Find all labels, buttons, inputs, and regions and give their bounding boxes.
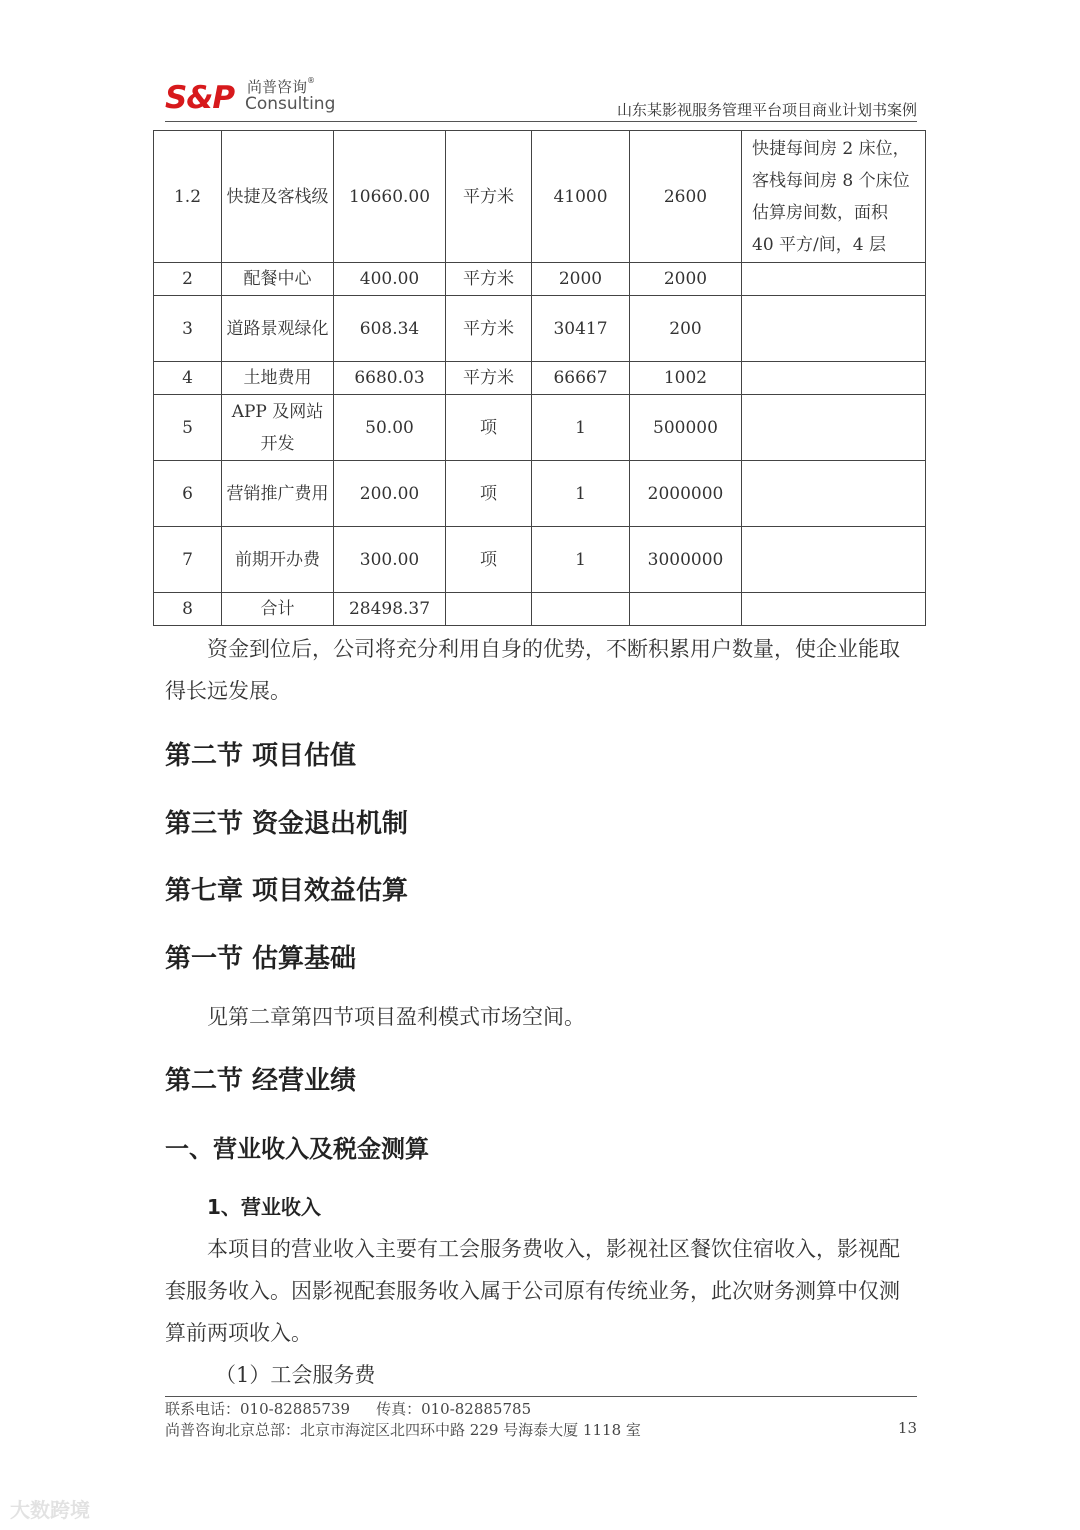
heading-chapter-7: 第七章 项目效益估算 (165, 876, 409, 906)
investment-table (153, 130, 926, 626)
heading-section-3: 第三节 资金退出机制 (165, 809, 409, 839)
table-row (154, 263, 926, 296)
table-row (154, 131, 926, 263)
table-cell-qty: 1 (532, 527, 630, 593)
table-cell-item: 道路景观绿化 (222, 296, 334, 362)
watermark: 大数跨境 (10, 1498, 90, 1522)
table-cell-unit: 项 (446, 395, 532, 461)
table-cell-note: 快捷每间房 2 床位，客栈每间房 8 个床位估算房间数，面积 40 平方/间，4 层 (742, 131, 926, 263)
table-cell-price: 2000000 (630, 461, 742, 527)
document-title: 山东某影视服务管理平台项目商业计划书案例 (616, 101, 917, 119)
table-cell-qty (532, 593, 630, 626)
table-cell-amount: 6680.03 (334, 362, 446, 395)
table-cell-item: 土地费用 (222, 362, 334, 395)
footer-address: 尚普咨询北京总部：北京市海淀区北四环中路 229 号海泰大厦 1118 室 (165, 1421, 641, 1439)
table-cell-qty: 1 (532, 461, 630, 527)
logo-en: Consulting (245, 94, 336, 114)
table-cell-note (742, 593, 926, 626)
table-cell-no: 2 (154, 263, 222, 296)
table-cell-note (742, 461, 926, 527)
table-cell-item: 合计 (222, 593, 334, 626)
table-cell-no: 6 (154, 461, 222, 527)
table-cell-item: APP 及网站开发 (222, 395, 334, 461)
table-cell-unit: 平方米 (446, 362, 532, 395)
table-cell-unit: 项 (446, 461, 532, 527)
table-row (154, 461, 926, 527)
paragraph-revenue: 本项目的营业收入主要有工会服务费收入，影视社区餐饮住宿收入，影视配套服务收入。因影视配套服务收入属于公司原有传统业务，此次财务测算中仅测算前两项收入。 (165, 1237, 900, 1345)
table-cell-amount: 28498.37 (334, 593, 446, 626)
logo-mark: S&P (165, 80, 235, 116)
table-cell-price: 500000 (630, 395, 742, 461)
table-row (154, 527, 926, 593)
table-row (154, 593, 926, 626)
table-cell-price: 200 (630, 296, 742, 362)
table-cell-amount: 200.00 (334, 461, 446, 527)
table-cell-amount: 400.00 (334, 263, 446, 296)
table-cell-item: 快捷及客栈级 (222, 131, 334, 263)
table-cell-no: 3 (154, 296, 222, 362)
footer-divider (165, 1396, 917, 1397)
table-cell-price: 3000000 (630, 527, 742, 593)
table-cell-price: 2600 (630, 131, 742, 263)
table-cell-no: 1.2 (154, 131, 222, 263)
table-cell-unit: 平方米 (446, 296, 532, 362)
paragraph-funding: 资金到位后，公司将充分利用自身的优势，不断积累用户数量，使企业能取得长远发展。 (165, 637, 900, 703)
table-cell-price (630, 593, 742, 626)
table-cell-unit: 平方米 (446, 131, 532, 263)
table-cell-amount: 50.00 (334, 395, 446, 461)
subheading-union-fee: （1）工会服务费 (215, 1363, 376, 1387)
table-cell-unit: 项 (446, 527, 532, 593)
table-cell-no: 8 (154, 593, 222, 626)
heading-section-2: 第二节 项目估值 (165, 741, 357, 771)
table-cell-note (742, 527, 926, 593)
table-cell-qty: 1 (532, 395, 630, 461)
table-cell-amount: 10660.00 (334, 131, 446, 263)
table-cell-unit (446, 593, 532, 626)
table-cell-item: 前期开办费 (222, 527, 334, 593)
table-row (154, 296, 926, 362)
page-number: 13 (897, 1419, 917, 1437)
table-cell-item: 营销推广费用 (222, 461, 334, 527)
table-cell-unit: 平方米 (446, 263, 532, 296)
table-cell-note (742, 263, 926, 296)
table-cell-note (742, 296, 926, 362)
table-cell-price: 2000 (630, 263, 742, 296)
footer-fax: 传真：010-82885785 (376, 1400, 532, 1418)
table-cell-amount: 300.00 (334, 527, 446, 593)
table-row (154, 395, 926, 461)
footer-tel: 联系电话：010-82885739 (165, 1400, 351, 1418)
table-row (154, 362, 926, 395)
table-cell-amount: 608.34 (334, 296, 446, 362)
heading-section-2b: 第二节 经营业绩 (165, 1066, 357, 1096)
logo-cn: 尚普咨询® (247, 76, 316, 96)
table-cell-note (742, 362, 926, 395)
heading-revenue: 1、营业收入 (207, 1195, 321, 1219)
table-cell-no: 7 (154, 527, 222, 593)
paragraph-basis: 见第二章第四节项目盈利模式市场空间。 (207, 1005, 585, 1029)
table-cell-item: 配餐中心 (222, 263, 334, 296)
table-cell-price: 1002 (630, 362, 742, 395)
header-divider (165, 121, 917, 122)
table-cell-qty: 30417 (532, 296, 630, 362)
table-cell-qty: 2000 (532, 263, 630, 296)
heading-section-1: 第一节 估算基础 (165, 944, 357, 974)
table-cell-no: 5 (154, 395, 222, 461)
footer-contact (165, 1398, 531, 1419)
table-cell-note (742, 395, 926, 461)
table-cell-qty: 66667 (532, 362, 630, 395)
page-header (165, 76, 917, 122)
heading-part-1: 一、营业收入及税金测算 (165, 1135, 429, 1163)
table-cell-qty: 41000 (532, 131, 630, 263)
table-cell-no: 4 (154, 362, 222, 395)
